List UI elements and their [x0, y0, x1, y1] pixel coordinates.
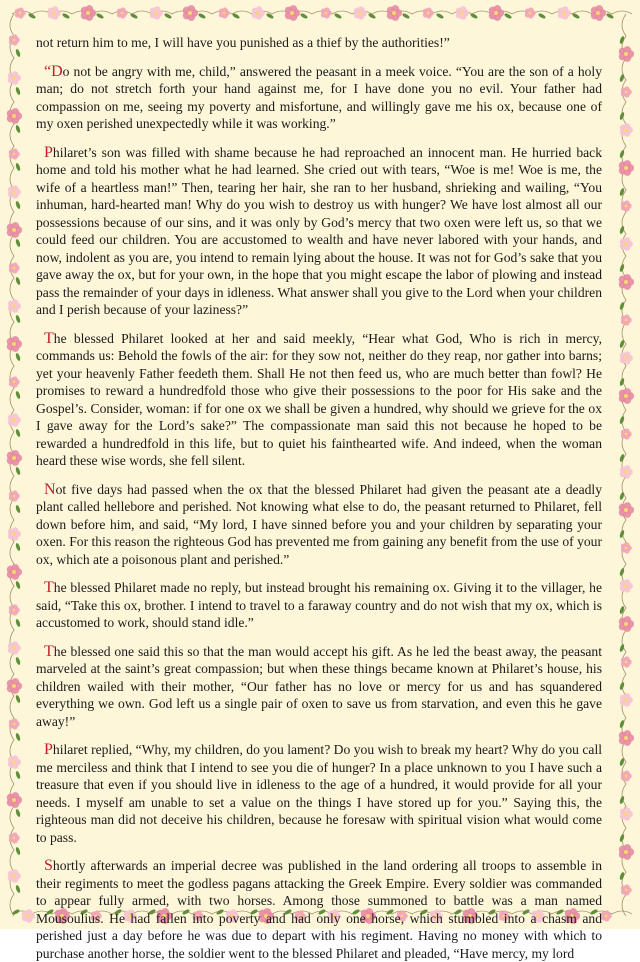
drop-letter: T	[44, 579, 54, 596]
drop-letter: S	[44, 857, 53, 874]
paragraph-1	[36, 34, 602, 52]
paragraph-text: not return him to me, I will have you punished as a thief by the authorities!”	[36, 35, 450, 50]
drop-letter: P	[44, 741, 53, 758]
drop-letter: P	[44, 143, 53, 161]
paragraph-text: o not be angry with me, child,” answered the peasant in a meek voice. “You are the son of a holy man; do not stretch forth your hand against me, for I have done you no evil. Your father had compassion on me, seeing my poverty and misfortune, and willingly gave me his ox, because one of my oxen perished unexpectedly while it was working.”	[36, 63, 602, 131]
paragraph-5	[36, 481, 602, 569]
paragraph-6	[36, 579, 602, 632]
paragraph-9	[36, 857, 602, 962]
paragraph-4	[36, 330, 602, 470]
paragraph-2	[36, 63, 602, 133]
text-column	[36, 34, 602, 961]
paragraph-text: hilaret replied, “Why, my children, do you lament? Do you wish to break my heart? Why do you call me merciless and think that I intend to see you die of hunger? In a place unknown to you I have such a treasure that even if you should live in idleness to the age of a hundred, it would provide for all your needs. I myself am unable to set a value on the things I have stored up for you.” Saying this, the righteous man did not deceive his children, because he foresaw with spiritual vision what would come to pass.	[36, 742, 602, 845]
paragraph-3	[36, 144, 602, 319]
paragraph-text: he blessed Philaret made no reply, but instead brought his remaining ox. Giving it to the villager, he said, “Take this ox, brother. I intend to travel to a faraway country and do not wish that my ox, which is accustomed to work, should stand idle.”	[36, 580, 602, 630]
drop-letter: N	[44, 480, 56, 498]
paragraph-text: hortly afterwards an imperial decree was published in the land ordering all troops to assemble in their regiments to meet the godless pagans attacking the Greek Empire. Every soldier was commanded to appear fully armed, with two horses. Among those summoned to battle was a man named Mousoulius. He had fallen into poverty and had only one horse, which stumbled into a chasm and perished just a day before he was due to depart with his regiment. Having no money with which to purchase another horse, the soldier went to the blessed Philaret and pleaded, “Have mercy, my lord	[36, 858, 602, 961]
paragraph-7	[36, 643, 602, 731]
drop-letter: T	[44, 329, 54, 347]
paragraph-text: ot five days had passed when the ox that the blessed Philaret had given the peasant ate a deadly plant called hellebore and perished. Not knowing what else to do, the peasant returned to Philaret, fell down before him, and said, “My lord, I have sinned before you and your children by separating your oxen. For this reason the righteous God has prevented me from gaining any benefit from the use of your ox, which ate a poisonous plant and perished.”	[36, 481, 602, 567]
paragraph-text: he blessed one said this so that the man would accept his gift. As he led the beast away, the peasant marveled at the saint’s great compassion; but when these things became known at Philaret’s house, his children wailed with their mother, “Our father has no love or mercy for us and has squandered everything we own. God left us a single pair of oxen to save us from starvation, and even this he gave away!”	[36, 643, 602, 729]
paragraph-8	[36, 741, 602, 846]
paragraph-text: hilaret’s son was filled with shame because he had reproached an innocent man. He hurried back home and told his mother what he had learned. She cried out with tears, “Woe is me! Woe is me, the wife of a heartless man!” Then, tearing her hair, she ran to her husband, shrieking and wailing, “You inhuman, hard-hearted man! Why do you wish to destroy us with hunger? We have lost almost all our possessions because of our sins, and it was only by God’s mercy that two oxen were left us, so that we could feed our children. You are accustomed to wealth and have never labored with your hands, and now, indolent as you are, you intend to remain lying about the house. It was not for God’s sake that you gave away the ox, but for your own, in the hope that you might escape the labor of plowing and instead pass the remainder of your days in idleness. What answer shall you give to the Lord when your children and I perish because of your laziness?”	[36, 144, 602, 317]
drop-letter: “D	[44, 62, 63, 80]
drop-letter: T	[44, 642, 54, 660]
paragraph-text: he blessed Philaret looked at her and said meekly, “Hear what God, Who is rich in mercy, commands us: Behold the fowls of the air: for they sow not, neither do they reap, nor gather into barns; yet your heavenly Father feedeth them. Shall He not then feed us, who are much better than fowl? He promises to reward a hundredfold those who give their possessions to the poor for His sake and the Gospel’s. Consider, woman: if for one ox we shall be given a hundred, why should we grieve for the ox I gave away for the Lord’s sake?” The compassionate man said this not because he hoped to be rewarded a hundredfold in this life, but to quiet his fainthearted wife. And indeed, when the woman heard these wise words, she fell silent.	[36, 330, 602, 468]
